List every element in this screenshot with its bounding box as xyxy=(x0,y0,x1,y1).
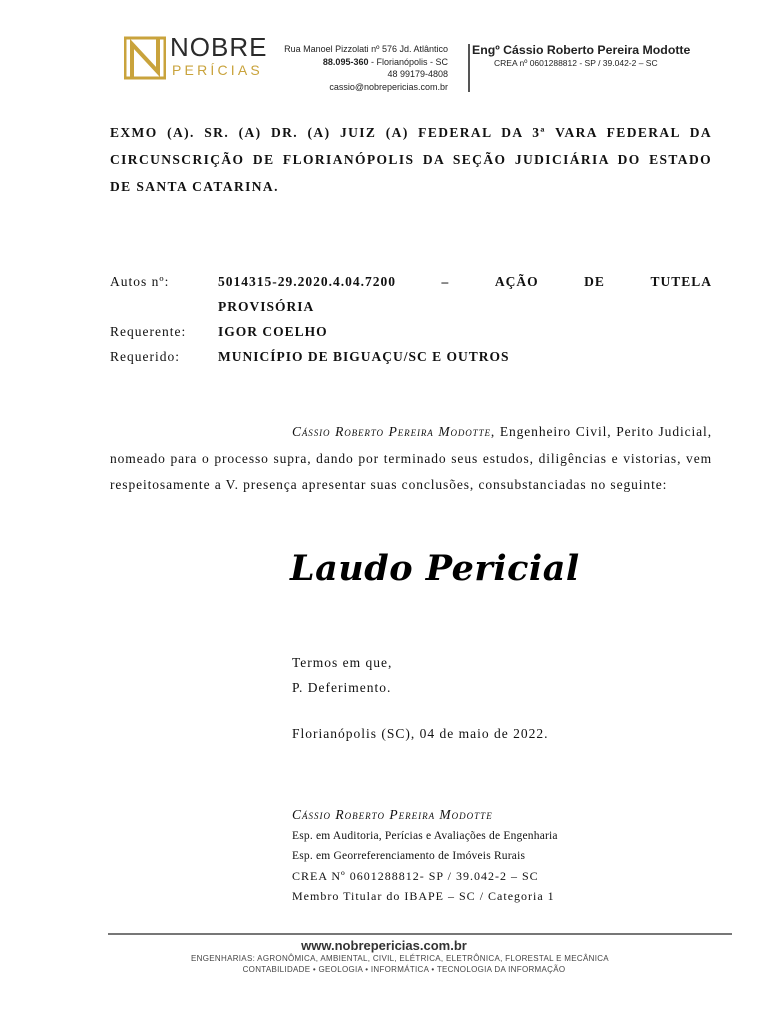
footer-services-1: ENGENHARIAS: AGRONÔMICA, AMBIENTAL, CIVIL, ELÉTRICA, ELETRÔNICA, FLORESTAL E MECÂNICA xyxy=(191,954,609,963)
logo-subtitle: PERÍCIAS xyxy=(172,62,263,78)
footer-services-2: CONTABILIDADE • GEOLOGIA • INFORMÁTICA • TECNOLOGIA DA INFORMAÇÃO xyxy=(242,965,566,974)
company-address xyxy=(248,43,448,93)
address-cep: 88.095-360 xyxy=(322,56,369,67)
expert-name: Cássio Roberto Pereira Modotte xyxy=(292,424,491,439)
closing-line-2: P. Deferimento. xyxy=(292,680,392,695)
footer-divider xyxy=(108,933,732,935)
autos-word: DE xyxy=(584,274,605,289)
header-divider xyxy=(468,44,470,92)
company-logo xyxy=(124,32,268,82)
address-cep-city xyxy=(248,56,448,69)
autos-continuation: PROVISÓRIA xyxy=(218,299,315,314)
autos-continuation-row xyxy=(110,294,712,319)
intro-paragraph xyxy=(110,419,712,499)
engineer-crea: CREA nº 0601288812 - SP / 39.042-2 – SC xyxy=(494,58,658,68)
autos-word: 5014315-29.2020.4.04.7200 xyxy=(218,274,396,289)
logo-mark-icon xyxy=(124,36,166,80)
case-info xyxy=(110,269,712,369)
address-phone: 48 99179-4808 xyxy=(387,69,448,79)
document-title: Laudo Pericial xyxy=(290,548,580,589)
engineer-block xyxy=(472,43,722,69)
requerido-value: MUNICÍPIO DE BIGUAÇU/SC E OUTROS xyxy=(218,349,510,364)
autos-word: TUTELA xyxy=(650,274,712,289)
intro-text: , Engenheiro Civil, Perito Judicial, nomeado para o processo supra, dando por terminado seus estudos, diligências e vistorias, vem respeitosamente a V. presença apresentar suas conclusões, consubstanciadas no seguinte: xyxy=(110,424,712,492)
requerido-label: Requerido: xyxy=(110,349,180,364)
footer-website: www.nobrepericias.com.br xyxy=(301,938,467,953)
requerente-row xyxy=(110,319,712,344)
signature-specialization-1: Esp. em Auditoria, Perícias e Avaliações de Engenharia xyxy=(292,830,558,842)
signature-name: Cássio Roberto Pereira Modotte xyxy=(292,807,493,822)
signature-ibape: Membro Titular do IBAPE – SC / Categoria 1 xyxy=(292,889,555,903)
signature-block xyxy=(292,804,558,906)
address-street: Rua Manoel Pizzolati nº 576 Jd. Atlântico xyxy=(284,44,448,54)
autos-word: AÇÃO xyxy=(494,274,539,289)
autos-label: Autos nº: xyxy=(110,274,170,289)
autos-value xyxy=(218,269,712,294)
closing xyxy=(292,650,392,700)
address-email: cassio@nobrepericias.com.br xyxy=(329,81,448,92)
signature-specialization-2: Esp. em Georreferenciamento de Imóveis Rurais xyxy=(292,850,526,862)
place-date: Florianópolis (SC), 04 de maio de 2022. xyxy=(292,726,549,741)
address-city: - Florianópolis - SC xyxy=(368,56,448,67)
signature-crea: CREA Nº 0601288812- SP / 39.042-2 – SC xyxy=(292,869,539,883)
autos-word: – xyxy=(441,274,450,289)
logo-name: NOBRE xyxy=(170,32,268,62)
requerente-value: IGOR COELHO xyxy=(218,324,328,339)
closing-line-1: Termos em que, xyxy=(292,655,393,670)
engineer-name: Engº Cássio Roberto Pereira Modotte xyxy=(472,43,691,57)
addressee: EXMO (A). SR. (A) DR. (A) JUIZ (A) FEDERAL DA 3ª VARA FEDERAL DA CIRCUNSCRIÇÃO DE FLORIANÓPOLIS DA SEÇÃO JUDICIÁRIA DO ESTADO DE SANTA CATARINA. xyxy=(110,125,712,194)
autos-row xyxy=(110,269,712,294)
requerido-row xyxy=(110,344,712,369)
requerente-label: Requerente: xyxy=(110,324,187,339)
